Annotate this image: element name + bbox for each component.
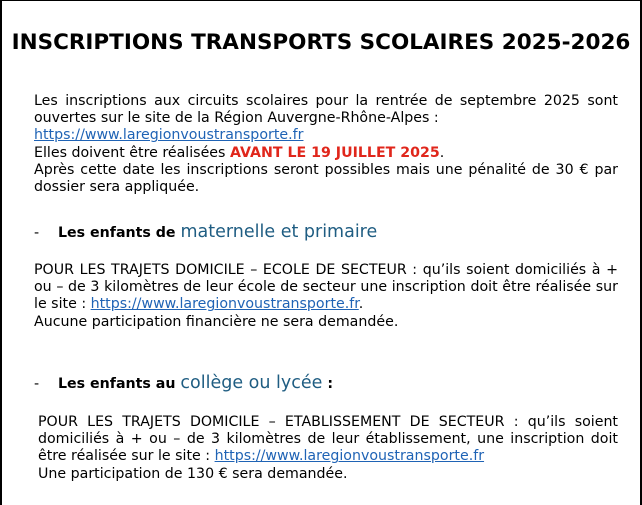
section-heading-college [34,373,333,393]
page-title: INSCRIPTIONS TRANSPORTS SCOLAIRES 2025-2026 [11,30,631,55]
section-label-suffix: : [322,376,334,392]
section-highlight: maternelle et primaire [180,222,378,242]
college-text-block [38,414,618,466]
bullet-dash: - [34,225,40,241]
intro-text: Les inscriptions aux circuits scolaires pour la rentrée de septembre 2025 sont ouvertes sur le site de la Région Auvergne-Rhône-Alpes : [34,93,618,127]
deadline-date: AVANT LE 19 JUILLET 2025 [229,144,440,161]
deadline-suffix: . [439,144,445,161]
deadline-prefix: Elles doivent être réalisées [34,144,230,161]
section-label: Les enfants au [58,376,181,392]
primaire-text-after-link: . [358,296,364,313]
section-heading-primaire [34,222,377,242]
section-label: Les enfants de [58,225,181,241]
primaire-paragraph [34,262,618,331]
primaire-text: POUR LES TRAJETS DOMICILE – ECOLE DE SECTEUR : qu’ils soient domiciliés à + ou – de 3 kilomètres de leur école de secteur une inscription doit être réalisée sur le site : [34,262,618,313]
primaire-participation: Aucune participation financière ne sera demandée. [34,313,399,330]
primaire-text-block [34,262,618,314]
intro-paragraph [34,93,618,196]
deadline-line [34,145,618,162]
college-text: POUR LES TRAJETS DOMICILE – ETABLISSEMENT DE SECTEUR : qu’ils soient domiciliés à + ou – de 3 kilomètres de leur établissement, une inscription doit être réalisée sur le site : [38,414,618,465]
college-participation: Une participation de 130 € sera demandée. [38,465,348,482]
bullet-dash: - [34,376,40,392]
intro-link[interactable]: https://www.laregionvoustransporte.fr [34,127,304,144]
section-highlight: collège ou lycée [180,373,323,393]
college-paragraph [38,414,618,483]
primaire-link[interactable]: https://www.laregionvoustransporte.fr [90,296,359,313]
college-link[interactable]: https://www.laregionvoustransporte.fr [214,448,485,465]
penalty-text: Après cette date les inscriptions seront possibles mais une pénalité de 30 € par dossier sera appliquée. [34,161,618,196]
